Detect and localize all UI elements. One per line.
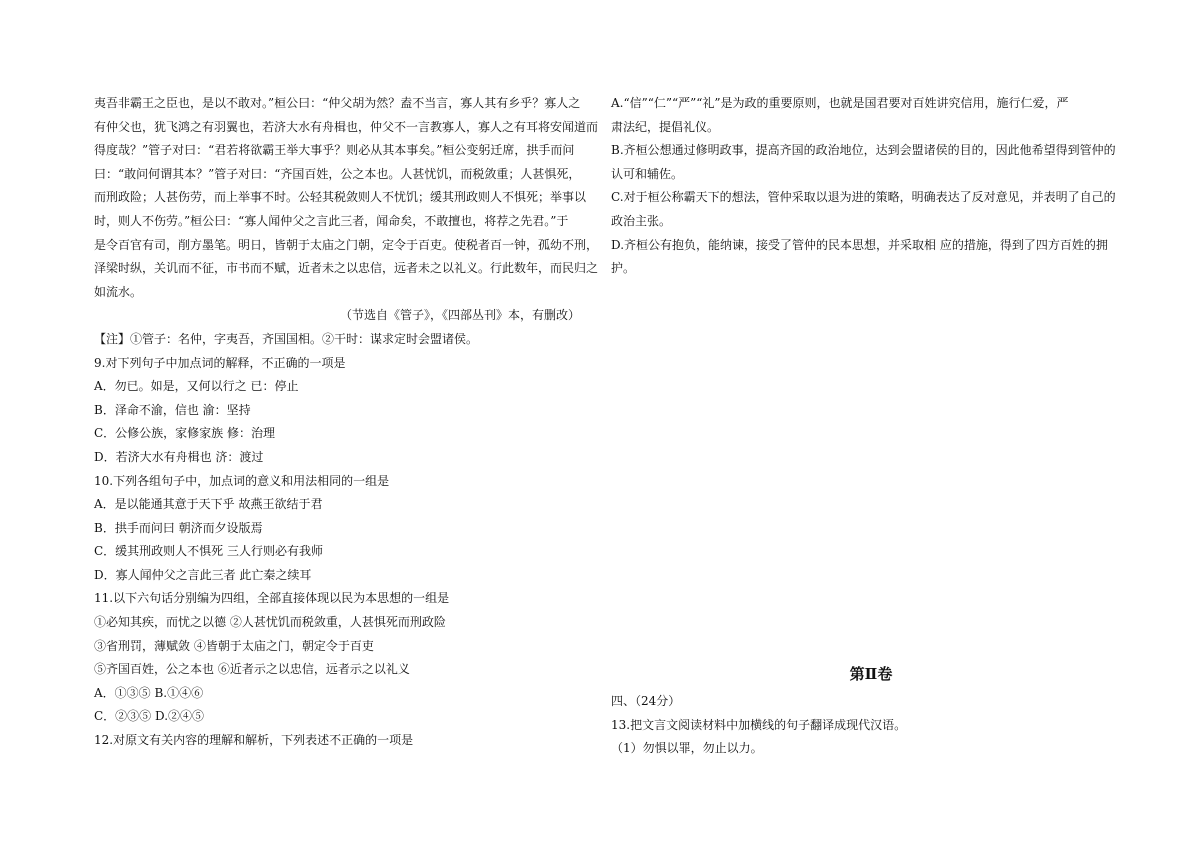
question-10-stem: 10.下列各组句子中，加点词的意义和用法相同的一组是: [94, 473, 390, 488]
source-citation: （节选自《管子》，《四部丛刊》本，有删改）: [339, 308, 580, 323]
section-title: 第Ⅱ卷: [849, 665, 893, 683]
question-10-option-a: A．是以能通其意于天下乎 故燕王欲结于君: [94, 497, 323, 512]
question-11-stem: 11.以下六句话分别编为四组，全部直接体现以民为本思想的一组是: [94, 591, 450, 606]
question-9-option-c: C．公修公族，家修家族 修：治理: [94, 426, 275, 441]
question-10-option-b: B．拱手而问曰 朝济而夕设版焉: [94, 520, 263, 535]
question-9-option-d: D．若济大水有舟楫也 济：渡过: [94, 449, 264, 464]
question-12-option-c: [611, 186, 1131, 233]
question-11-option-cd: C．②③⑤ D.②④⑤: [94, 709, 205, 724]
right-column: [611, 92, 1131, 281]
question-10-option-d: D．寡人闻仲父之言此三者 此亡秦之续耳: [94, 567, 312, 582]
question-12-option-a: [611, 92, 1131, 139]
part-two-content: [611, 690, 1131, 761]
passage-text: [94, 92, 599, 304]
question-11-option-ab: A．①③⑤ B.①④⑥: [94, 685, 204, 700]
question-11-items: ③省刑罚，薄赋敛 ④皆朝于太庙之门，朝定令于百吏: [94, 638, 374, 653]
question-12-option-b: [611, 139, 1131, 186]
passage-line: 而刑政险；人甚伤劳，而上举事不时。公轻其税敛则人不忧饥；缓其刑政则人不惧死；举事以: [94, 190, 587, 205]
question-12-stem: 12.对原文有关内容的理解和解析，下列表述不正确的一项是: [94, 733, 414, 748]
option-line: A.“信”“仁”“严”“礼”是为政的重要原则，也就是国君要对百姓讲究信用，施行仁爱，严: [611, 96, 1069, 110]
passage-line: 夷吾非霸王之臣也，是以不敢对。”桓公曰：“仲父胡为然？盍不当言，寡人其有乡乎？寡人之: [94, 96, 581, 110]
question-13-item-1: （1）勿惧以罪，勿止以力。: [611, 741, 763, 756]
option-line: 认可和辅佐。: [611, 166, 684, 181]
question-10-option-c: C．缓其刑政则人不惧死 三人行则必有我师: [94, 544, 323, 559]
option-line: B.齐桓公想通过修明政事，提高齐国的政治地位，达到会盟诸侯的目的，因此他希望得到管仲的: [611, 143, 1116, 158]
question-11-items: ①必知其疾，而忧之以德 ②人甚忧饥而税敛重，人甚惧死而刑政险: [94, 615, 446, 630]
passage-line: 是令百官有司，削方墨笔。明日，皆朝于太庙之门朝，定令于百吏。使税者百一钟，孤幼不刑，: [94, 237, 599, 252]
option-line: C.对于桓公称霸天下的想法，管仲采取以退为进的策略，明确表达了反对意见，并表明了自己的: [611, 190, 1116, 205]
annotation-note: 【注】①管子：名仲，字夷吾，齐国国相。②干时：谋求定时会盟诸侯。: [94, 331, 479, 346]
passage-line: 有仲父也，犹飞鸿之有羽翼也，若济大水有舟楫也，仲父不一言教寡人，寡人之有耳将安闻道而: [94, 119, 599, 134]
passage-line: 如流水。: [94, 284, 143, 299]
question-9-option-a: A．勿已。如是，又何以行之 已：停止: [94, 379, 299, 394]
question-13-stem: 13.把文言文阅读材料中加横线的句子翻译成现代汉语。: [611, 717, 907, 732]
passage-line: 得度哉？”管子对曰：“君若将欲霸王举大事乎？则必从其本事矣。”桓公变躬迁席，拱手而问: [94, 143, 575, 158]
passage-line: 泽梁时纵，关讥而不征，市书而不赋，近者未之以忠信，远者未之以礼义。行此数年，而民归之: [94, 261, 599, 276]
option-line: 肃法纪，提倡礼仪。: [611, 119, 720, 134]
question-9-option-b: B．泽命不渝，信也 渝：坚持: [94, 402, 251, 417]
question-11-items: ⑤齐国百姓，公之本也 ⑥近者示之以忠信，远者示之以礼义: [94, 662, 410, 677]
option-line: D.齐桓公有抱负，能纳谏，接受了管仲的民本思想，并采取相 应的措施，得到了四方百姓的拥: [611, 237, 1108, 252]
option-line: 护。: [611, 261, 636, 276]
left-column: [94, 92, 599, 753]
question-9-stem: 9.对下列句子中加点词的解释，不正确的一项是: [94, 355, 346, 370]
passage-line: 时，则人不伤劳。”桓公曰：“寡人闻仲父之言此三者，闻命矣，不敢擅也，将荐之先君。”于: [94, 213, 569, 228]
option-line: 政治主张。: [611, 213, 672, 228]
section-four-heading: 四、（24分）: [611, 694, 681, 708]
passage-line: 曰：“敢问何谓其本？”管子对曰：“齐国百姓，公之本也。人甚忧饥，而税敛重；人甚惧死，: [94, 166, 581, 181]
question-12-option-d: [611, 234, 1131, 281]
